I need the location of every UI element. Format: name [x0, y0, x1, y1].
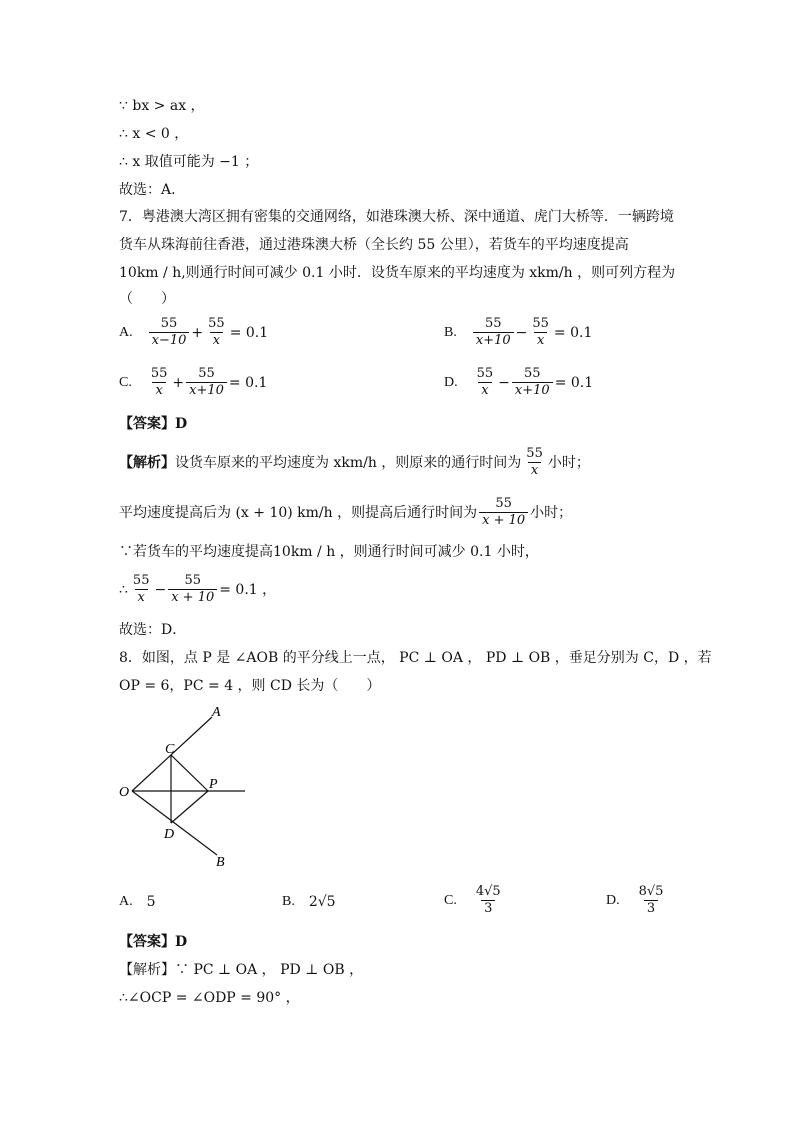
numerator: 4√5 — [475, 884, 501, 899]
fraction — [512, 366, 553, 399]
q8-analysis-line-1: 【解析】∵ PC ⊥ OA ， PD ⊥ OB ， — [119, 962, 364, 978]
q8-analysis-line-2: ∴∠OCP = ∠ODP = 90° ， — [119, 990, 300, 1006]
q7-stem: （ ） — [119, 291, 175, 307]
fraction — [205, 316, 228, 349]
fraction — [474, 366, 497, 399]
ray-ob — [132, 791, 217, 855]
fraction — [529, 316, 552, 349]
fraction — [636, 884, 667, 917]
denominator: x−10 — [149, 332, 190, 349]
q7-option-d — [444, 366, 593, 399]
operator: + — [191, 324, 204, 341]
q7-analysis-line-2 — [119, 496, 572, 529]
analysis-text: 小时； — [530, 504, 573, 521]
q7-answer: 【答案】D — [119, 416, 188, 432]
option-label: A. — [119, 894, 133, 909]
point-label-b: B — [216, 855, 225, 870]
option-label: B. — [282, 894, 295, 909]
denominator: x — [534, 332, 547, 349]
q7-analysis-line-3: ∵若货车的平均速度提高10km / h ，则通行时间可减少 0.1 小时， — [119, 544, 539, 560]
text-line: ∴ x < 0 ， — [119, 126, 189, 142]
q8-option-d — [606, 884, 668, 917]
denominator: x — [528, 462, 541, 479]
analysis-tag: 【解析】 — [119, 454, 175, 471]
denominator: 3 — [644, 900, 658, 917]
option-label: B. — [444, 324, 457, 340]
fraction — [149, 316, 190, 349]
q7-analysis-line-1 — [119, 446, 590, 479]
fraction — [130, 573, 153, 606]
text-line: ∴ x 取值可能为 −1 ； — [119, 154, 259, 170]
text-line: 故选：A． — [119, 182, 186, 198]
denominator: x — [135, 589, 148, 606]
q7-stem: 货车从珠海前往香港，通过港珠澳大桥（全长约 55 公里），若货车的平均速度提高 — [119, 237, 629, 253]
analysis-text: ∴ — [119, 581, 128, 598]
numerator: 55 — [184, 573, 201, 588]
option-value: 2√5 — [308, 894, 336, 910]
fraction — [186, 366, 227, 399]
option-label: D. — [444, 374, 458, 390]
option-label: A. — [119, 324, 133, 340]
fraction — [168, 573, 217, 606]
rhs: = 0.1 — [228, 374, 268, 391]
q7-conclusion: 故选：D． — [119, 622, 187, 638]
point-label-c: C — [165, 742, 175, 757]
numerator: 55 — [495, 496, 512, 511]
point-label-o: O — [119, 785, 130, 800]
q7-analysis-line-4 — [119, 573, 276, 606]
numerator: 55 — [208, 316, 225, 331]
segment-pd — [171, 791, 208, 823]
q8-answer: 【答案】D — [119, 934, 188, 950]
q8-stem: OP = 6，PC = 4 ，则 CD 长为（ ） — [119, 678, 381, 694]
option-label: D. — [606, 892, 620, 908]
numerator: 55 — [132, 573, 150, 588]
denominator: x — [478, 382, 491, 399]
point-label-p: P — [209, 777, 218, 792]
numerator: 55 — [198, 366, 215, 381]
text-line: ∵ bx > ax ， — [119, 98, 205, 114]
denominator: x + 10 — [168, 589, 217, 606]
point-label-d: D — [164, 827, 175, 842]
point-label-a: A — [212, 705, 221, 720]
operator: − — [498, 374, 510, 391]
denominator: 3 — [481, 900, 495, 917]
q8-option-b — [282, 894, 336, 910]
rhs: = 0.1 — [229, 324, 269, 341]
ray-oa — [132, 717, 212, 791]
denominator: x — [152, 382, 165, 399]
q7-option-b — [444, 316, 592, 349]
numerator: 55 — [160, 316, 178, 331]
q8-stem: 8．如图，点 P 是 ∠AOB 的平分线上一点， PC ⊥ OA ， PD ⊥ OB ，垂足分别为 C，D ，若 — [119, 650, 712, 666]
denominator: x + 10 — [479, 512, 528, 529]
option-label: C. — [444, 892, 457, 908]
analysis-text: 平均速度提高后为 (x + 10) km/h ，则提高后通行时间为 — [119, 504, 478, 521]
q8-option-c — [444, 884, 506, 917]
numerator: 55 — [484, 316, 502, 331]
numerator: 55 — [150, 366, 168, 381]
fraction — [473, 884, 504, 917]
analysis-text: = 0.1 ， — [219, 581, 277, 598]
denominator: x+10 — [512, 382, 553, 399]
numerator: 55 — [476, 366, 494, 381]
option-label: C. — [119, 374, 132, 390]
fraction — [479, 496, 528, 529]
numerator: 55 — [526, 446, 543, 461]
q7-stem: 10km / h,则通行时间可减少 0.1 小时．设货车原来的平均速度为 xkm/h ，则可列方程为 — [119, 265, 676, 281]
numerator: 55 — [524, 366, 541, 381]
segment-pc — [171, 755, 208, 791]
denominator: x+10 — [473, 332, 514, 349]
numerator: 8√5 — [638, 884, 664, 899]
numerator: 55 — [532, 316, 549, 331]
rhs: = 0.1 — [553, 324, 593, 341]
fraction — [523, 446, 546, 479]
denominator: x+10 — [186, 382, 227, 399]
operator: − — [515, 324, 528, 341]
operator: − — [154, 581, 167, 598]
rhs: = 0.1 — [554, 374, 594, 391]
q7-stem: 7．粤港澳大湾区拥有密集的交通网络，如港珠澳大桥、深中通道、虎门大桥等．一辆跨境 — [119, 209, 674, 225]
operator: + — [172, 374, 185, 391]
option-value: 5 — [146, 894, 156, 910]
fraction — [473, 316, 514, 349]
denominator: x — [210, 332, 223, 349]
q7-option-a — [119, 316, 268, 349]
analysis-text: 小时； — [547, 454, 590, 471]
fraction — [148, 366, 171, 399]
q7-option-c — [119, 366, 267, 399]
analysis-text: 设货车原来的平均速度为 xkm/h ，则原来的通行时间为 — [175, 454, 522, 471]
q8-option-a — [119, 894, 156, 910]
